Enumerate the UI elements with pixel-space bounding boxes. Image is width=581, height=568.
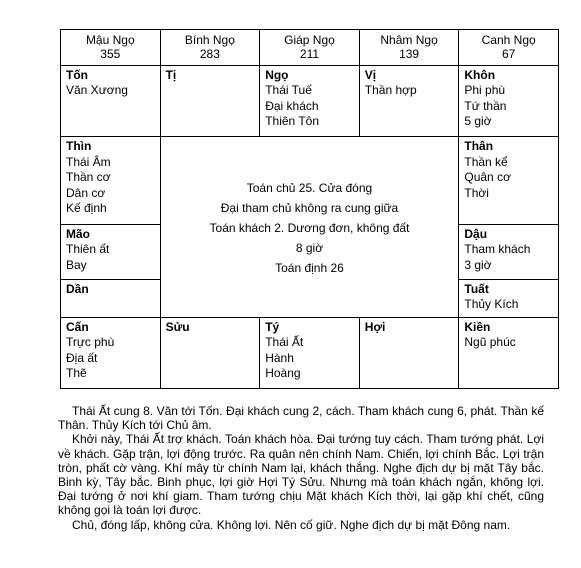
- palace-item: Thần kể: [464, 154, 508, 169]
- palace-item: 3 giờ: [464, 257, 492, 272]
- header-year: Canh Ngọ: [481, 33, 536, 48]
- palace-ngo: [260, 65, 360, 136]
- palace-dau: [459, 224, 559, 279]
- palace-item: Thiên Tôn: [265, 114, 319, 129]
- palace-vi: [359, 65, 459, 136]
- palace-item: Đại khách: [265, 98, 319, 113]
- header-year: Nhâm Ngọ: [380, 33, 438, 48]
- palace-item: Thái Âm: [66, 154, 111, 169]
- header-number: 67: [501, 47, 516, 62]
- header-row: [61, 30, 559, 66]
- palace-item: Thần cơ: [66, 170, 111, 185]
- palace-hoi: [359, 317, 459, 388]
- palace-name: Thìn: [66, 139, 92, 154]
- palace-khon: [459, 65, 559, 136]
- palace-ton: [61, 65, 161, 136]
- palace-suu: [160, 317, 260, 388]
- palace-item: Thần hợp: [364, 83, 417, 98]
- palace-name: Tị: [165, 67, 177, 82]
- palace-item: Hoàng: [265, 366, 301, 381]
- palace-name: Thân: [464, 139, 494, 154]
- header-cell: [459, 30, 559, 66]
- palace-item: Tham khách: [464, 242, 531, 257]
- center-line: Toán khách 2. Dương đơn, không đất: [209, 220, 410, 235]
- palace-name: Hợi: [364, 319, 386, 334]
- center-line: Đại tham chủ không ra cung giữa: [220, 200, 399, 215]
- grid-row-top: [61, 65, 559, 136]
- commentary-text: [58, 404, 544, 532]
- palace-thin: [61, 137, 161, 225]
- palace-item: Thời: [464, 185, 489, 200]
- palace-item: Thái Tuế: [265, 83, 312, 98]
- palace-kien: [459, 317, 559, 388]
- palace-can: [61, 317, 161, 388]
- palace-item: Ngũ phúc: [464, 335, 516, 350]
- palace-than: [459, 137, 559, 225]
- center-summary: [160, 137, 459, 318]
- palace-item: Phi phù: [464, 83, 506, 98]
- palace-item: Kế định: [66, 201, 107, 216]
- palace-item: Thủy Kích: [464, 297, 519, 312]
- header-year: Giáp Ngọ: [284, 33, 335, 48]
- paragraph: Thái Ất cung 8. Văn tới Tốn. Đại khách cung 2, cách. Tham khách cung 6, phát. Thần kế Thân. Thủy Kích tới Chủ âm.: [58, 404, 544, 433]
- grid-row-bottom: [61, 317, 559, 388]
- palace-name: Ngọ: [265, 67, 289, 82]
- palace-grid: [60, 29, 559, 389]
- palace-item: Địa ất: [66, 350, 98, 365]
- header-year: Mậu Ngọ: [85, 33, 135, 48]
- header-year: Bính Ngọ: [184, 33, 235, 48]
- palace-item: Tứ thần: [464, 98, 507, 113]
- header-cell: [359, 30, 459, 66]
- palace-item: Quân cơ: [464, 170, 511, 185]
- palace-name: Mão: [66, 226, 90, 241]
- palace-mao: [61, 224, 161, 279]
- palace-name: Kiền: [464, 319, 491, 334]
- palace-name: Dần: [66, 281, 89, 296]
- palace-ti: [160, 65, 260, 136]
- palace-item: Thái Ất: [265, 335, 304, 350]
- header-number: 355: [100, 47, 121, 62]
- palace-name: Tốn: [66, 67, 88, 82]
- header-cell: [160, 30, 260, 66]
- palace-name: Tuất: [464, 281, 489, 296]
- center-line: Toán chủ 25. Cửa đóng: [246, 180, 373, 195]
- palace-name: Tý: [265, 319, 280, 334]
- palace-name: Dậu: [464, 226, 488, 241]
- palace-item: Dân cơ: [66, 185, 106, 200]
- palace-ty: [260, 317, 360, 388]
- header-cell: [61, 30, 161, 66]
- palace-item: Thiên ất: [66, 242, 110, 257]
- header-number: 283: [199, 47, 220, 62]
- palace-name: Cấn: [66, 319, 89, 334]
- palace-dan: [61, 279, 161, 317]
- header-number: 139: [399, 47, 420, 62]
- palace-item: Thẽ: [66, 366, 87, 381]
- grid-row-2: [61, 137, 559, 225]
- center-line: Toán định 26: [275, 260, 344, 275]
- palace-item: Văn Xương: [66, 83, 128, 98]
- palace-tuat: [459, 279, 559, 317]
- palace-item: Hành: [265, 350, 294, 365]
- palace-item: Trực phù: [66, 335, 115, 350]
- paragraph: Chủ, đóng lấp, không cửa. Không lợi. Nên cố giữ. Nghe địch dự bị mặt Đông nam.: [72, 517, 511, 532]
- palace-item: 5 giờ: [464, 114, 492, 129]
- palace-name: Khôn: [464, 67, 496, 82]
- center-line: 8 giờ: [295, 240, 324, 255]
- palace-name: Vị: [364, 67, 377, 82]
- palace-name: Sửu: [165, 319, 190, 334]
- palace-item: Bay: [66, 257, 87, 272]
- paragraph: Khởi này, Thái Ất trợ khách. Toán khách hòa. Đại tướng tuy cách. Tham tướng phát. Lợi về khách. Gặp trận, lợi động trước. Ra quân nên chính Nam. Chiến, lợi chính Bắc. Lợi trận tròn, phất cờ vàng. Khí mây từ chính Nam lại, khách thắng. Nghe địch dự bị mặt Tây bắc. Binh kỳ, Tây bắc. Binh phục, lợi giờ Hợi Tý Sửu. Nhưng mà toán khách ngắn, không lợi. Đại tướng ở nơi khí giam. Tham tướng chịu Mặt khách Kích thời, lại gặp khí chết, cũng không gọi là toán lợi được.: [58, 432, 544, 518]
- header-cell: [260, 30, 360, 66]
- header-number: 211: [299, 47, 320, 62]
